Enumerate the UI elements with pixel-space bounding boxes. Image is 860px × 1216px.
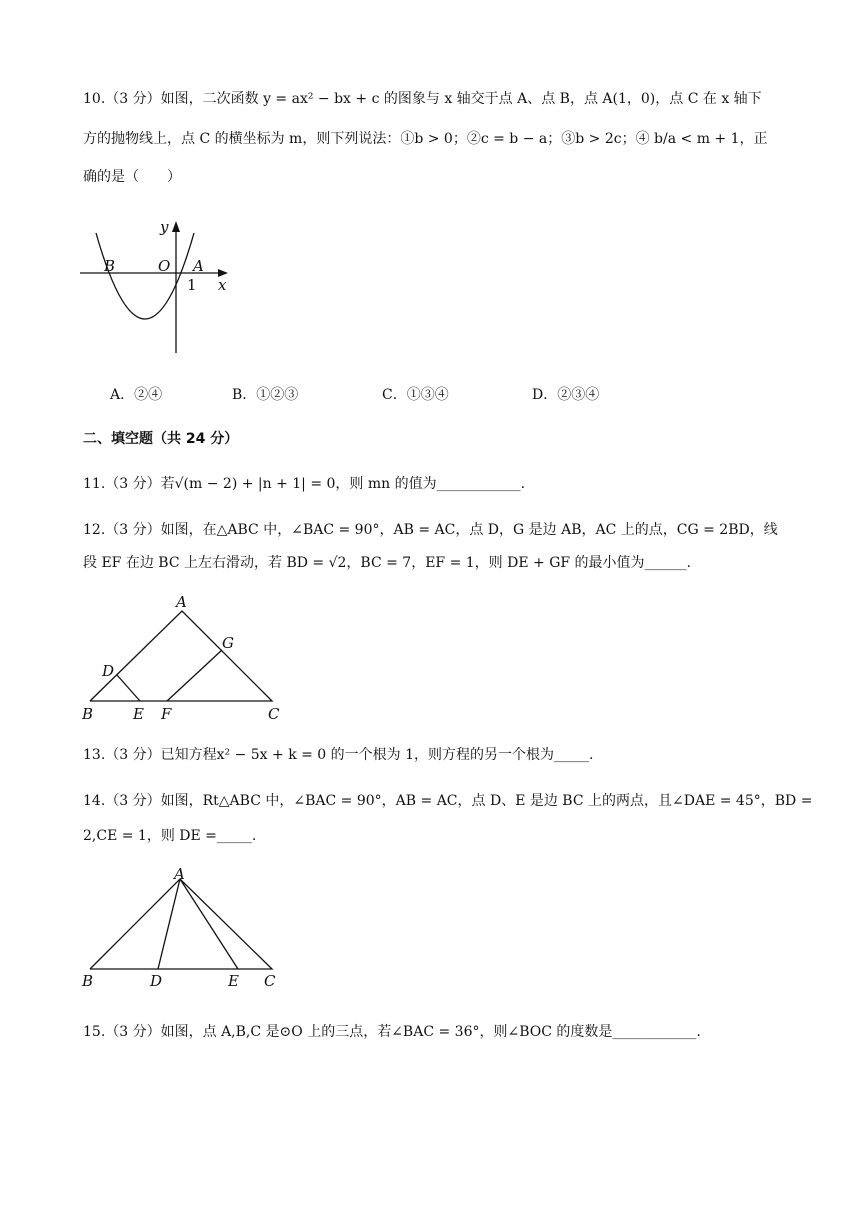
q12-triangle-figure (78, 592, 298, 722)
q14-triangle-figure (78, 862, 298, 992)
parabola-curve (96, 233, 194, 319)
option-c[interactable]: C．①③④ (382, 387, 449, 403)
q12-line-2: 段 EF 在边 BC 上左右滑动，若 BD = √2，BC = 7，EF = 1，则 DE + GF 的最小值为______. (83, 555, 692, 571)
segment-ad (158, 879, 180, 969)
label-o: O (158, 257, 171, 275)
label-d: D (102, 662, 115, 680)
label-b: B (82, 705, 94, 723)
segment-gf (167, 650, 222, 701)
option-a[interactable]: A．②④ (110, 387, 163, 403)
q14-line-2: 2,CE = 1，则 DE =_____. (83, 828, 257, 844)
label-y: y (160, 218, 169, 236)
triangle-abc (90, 879, 272, 969)
q15-line-1: 15.（3 分）如图，点 A,B,C 是⊙O 上的三点，若∠BAC = 36°，则∠BOC 的度数是____________. (83, 1024, 701, 1040)
label-g: G (222, 634, 234, 652)
option-d[interactable]: D．②③④ (532, 387, 600, 403)
label-c: C (268, 705, 280, 723)
label-e: E (133, 705, 144, 723)
q11-line-1: 11.（3 分）若√(m − 2) + |n + 1| = 0，则 mn 的值为____________. (83, 476, 526, 492)
section-2-title: 二、填空题（共 24 分） (83, 431, 239, 447)
segment-ae (180, 879, 238, 969)
label-d: D (150, 972, 163, 990)
q10-line-2: 方的抛物线上，点 C 的横坐标为 m，则下列说法：①b > 0；②c = b − a；③b > 2c；④ b/a < m + 1，正 (83, 131, 768, 147)
q14-line-1: 14.（3 分）如图，Rt△ABC 中，∠BAC = 90°，AB = AC，点 D、E 是边 BC 上的两点，且∠DAE = 45°，BD = (83, 793, 813, 809)
label-x: x (218, 276, 227, 294)
label-one: 1 (187, 276, 197, 294)
q10-line-3: 确的是（ ） (83, 169, 181, 185)
label-c: C (264, 972, 276, 990)
y-axis-arrow (172, 221, 180, 232)
label-b: B (104, 257, 116, 275)
label-a: A (193, 257, 204, 275)
label-e: E (228, 972, 239, 990)
q10-parabola-figure (78, 215, 238, 355)
label-a: A (176, 593, 187, 611)
q10-line-1: 10.（3 分）如图，二次函数 y = ax² − bx + c 的图象与 x 轴交于点 A、点 B，点 A(1，0)，点 C 在 x 轴下 (83, 91, 762, 107)
q13-line-1: 13.（3 分）已知方程x² − 5x + k = 0 的一个根为 1，则方程的另一个根为_____. (83, 747, 594, 763)
label-f: F (161, 705, 172, 723)
label-a: A (174, 865, 185, 883)
segment-de (117, 675, 140, 701)
label-b: B (82, 972, 94, 990)
option-b[interactable]: B．①②③ (232, 387, 299, 403)
q12-line-1: 12.（3 分）如图，在△ABC 中，∠BAC = 90°，AB = AC，点 D，G 是边 AB，AC 上的点，CG = 2BD，线 (83, 522, 778, 538)
